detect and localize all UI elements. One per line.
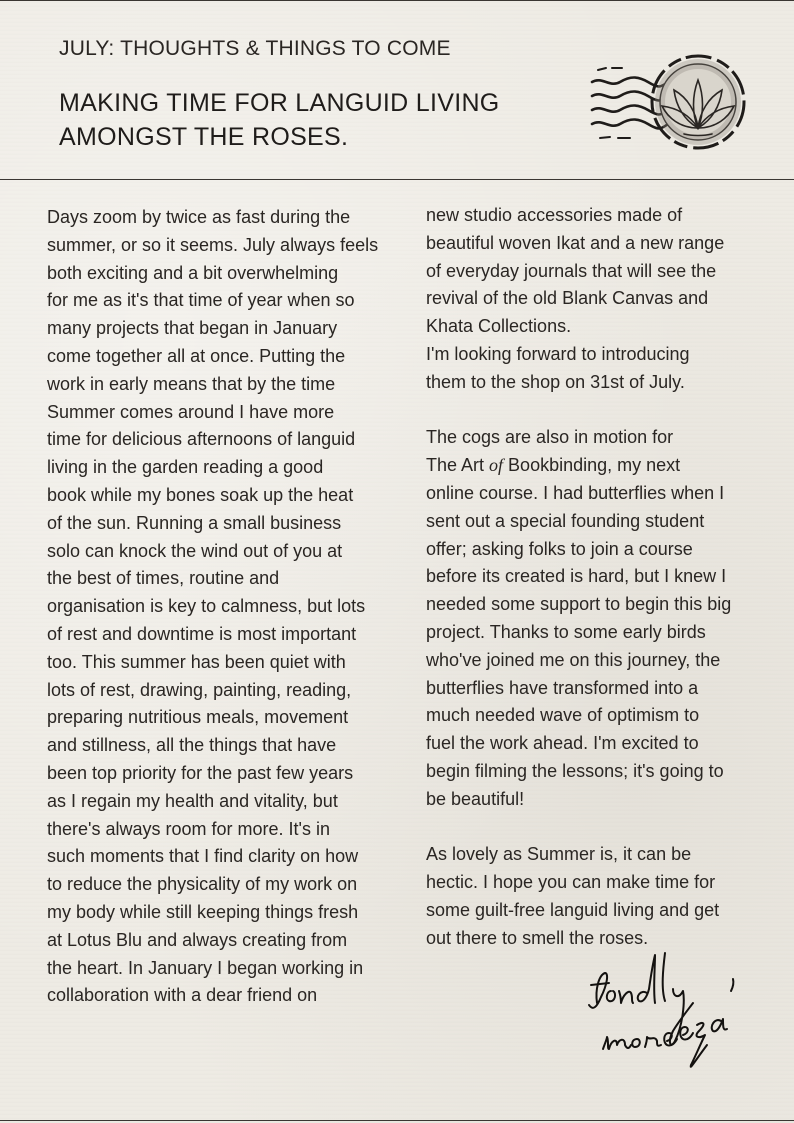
text-line: Khata Collections. — [426, 316, 572, 337]
text-line: them to the shop on 31st of July. — [426, 371, 685, 392]
handwritten-signature — [575, 945, 775, 1085]
text-line: sent out a special founding student — [426, 510, 705, 531]
text-line: hectic. I hope you can make time for — [426, 872, 716, 893]
text-line: before its created is hard, but I knew I — [426, 566, 727, 587]
paragraph-gap — [426, 814, 766, 842]
text-line: project. Thanks to some early birds — [426, 621, 706, 642]
header-divider — [0, 179, 794, 180]
top-rule — [0, 0, 794, 1]
text-line: time for delicious afternoons of languid — [47, 429, 356, 450]
text-line: as I regain my health and vitality, but — [47, 790, 338, 811]
text-line: summer, or so it seems. July always feels — [47, 234, 379, 255]
text-line: lots of rest, drawing, painting, reading, — [47, 679, 352, 700]
text-line: online course. I had butterflies when I — [426, 482, 725, 503]
text-line: of the sun. Running a small business — [47, 512, 342, 533]
text-line: preparing nutritious meals, movement — [47, 707, 349, 728]
text-line: much needed wave of optimism to — [426, 705, 700, 726]
text-line: of everyday journals that will see the — [426, 260, 717, 281]
text-line: both exciting and a bit overwhelming — [47, 262, 339, 283]
text-line: some guilt-free languid living and get — [426, 899, 720, 920]
text-line: my body while still keeping things fresh — [47, 901, 359, 922]
text-line: such moments that I find clarity on how — [47, 846, 359, 867]
course-title-italic: of — [489, 455, 504, 476]
text-line: begin filming the lessons; it's going to — [426, 760, 724, 781]
text-line: come together all at once. Putting the — [47, 345, 346, 366]
paragraph-gap — [426, 397, 766, 425]
text-line: beautiful woven Ikat and a new range — [426, 232, 725, 253]
section-label: JULY: THOUGHTS & THINGS TO COME — [59, 37, 451, 60]
bottom-rule — [0, 1120, 794, 1121]
left-column — [47, 204, 412, 1010]
text-line: revival of the old Blank Canvas and — [426, 288, 709, 309]
headline-line: MAKING TIME FOR LANGUID LIVING — [59, 89, 500, 117]
text-line: to reduce the physicality of my work on — [47, 874, 358, 895]
text-line: butterflies have transformed into a — [426, 677, 699, 698]
page-headline — [59, 86, 579, 154]
postmark-stamp-icon — [588, 50, 753, 160]
text-line: many projects that began in January — [47, 318, 338, 339]
text-line: I'm looking forward to introducing — [426, 343, 690, 364]
text-line: of rest and downtime is most important — [47, 623, 357, 644]
text-line: the heart. In January I began working in — [47, 957, 364, 978]
text-line: been top priority for the past few years — [47, 762, 354, 783]
text-line: collaboration with a dear friend on — [47, 985, 318, 1006]
text-line: fuel the work ahead. I'm excited to — [426, 733, 699, 754]
text-line: offer; asking folks to join a course — [426, 538, 693, 559]
text-line: out there to smell the roses. — [426, 927, 649, 948]
text-line: and stillness, all the things that have — [47, 735, 337, 756]
text-line: Days zoom by twice as fast during the — [47, 207, 351, 227]
text-line: who've joined me on this journey, the — [426, 649, 721, 670]
text-line: the best of times, routine and — [47, 568, 280, 589]
text-line: book while my bones soak up the heat — [47, 484, 354, 505]
text-line: living in the garden reading a good — [47, 457, 324, 478]
text-line: work in early means that by the time — [47, 373, 336, 394]
text-line: needed some support to begin this big — [426, 594, 732, 615]
text-line: there's always room for more. It's in — [47, 818, 330, 839]
right-column — [426, 202, 766, 953]
headline-line: AMONGST THE ROSES. — [59, 123, 349, 151]
text-line: Summer comes around I have more — [47, 401, 335, 422]
text-line: for me as it's that time of year when so — [47, 290, 355, 311]
text-line: new studio accessories made of — [426, 205, 683, 225]
text-line: solo can knock the wind out of you at — [47, 540, 343, 561]
text-line: too. This summer has been quiet with — [47, 651, 346, 672]
course-title-start: The Art — [426, 455, 490, 476]
course-title-end: Bookbinding, my next — [503, 455, 681, 476]
course-title-line — [426, 452, 766, 480]
text-line: As lovely as Summer is, it can be — [426, 844, 692, 865]
text-line: be beautiful! — [426, 788, 525, 809]
text-line: organisation is key to calmness, but lots — [47, 596, 366, 617]
text-line: The cogs are also in motion for — [426, 427, 674, 448]
text-line: at Lotus Blu and always creating from — [47, 929, 348, 950]
